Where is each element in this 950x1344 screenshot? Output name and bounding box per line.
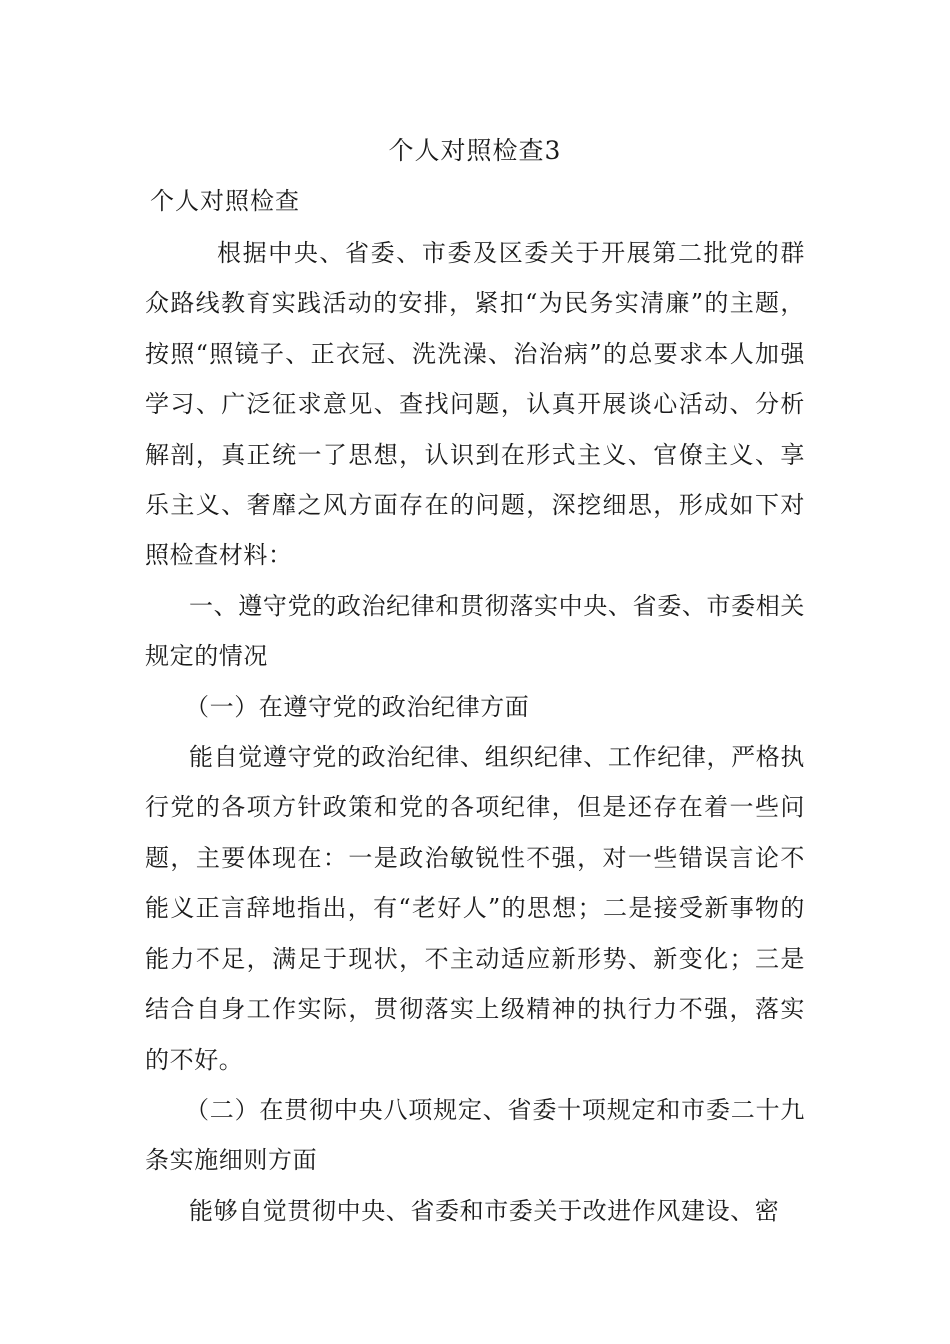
subsection-heading-2: （二）在贯彻中央八项规定、省委十项规定和市委二十九条实施细则方面: [145, 1095, 805, 1175]
paragraph-intro: 根据中央、省委、市委及区委关于开展第二批党的群众路线教育实践活动的安排，紧扣“为民务实清廉”的主题，按照“照镜子、正衣冠、洗洗澡、治治病”的总要求本人加强学习、广泛征求意见、查找问题，认真开展谈心活动、分析解剖，真正统一了思想，认识到在形式主义、官僚主义、享乐主义、奢靡之风方面存在的问题，深挖细思，形成如下对照检查材料：: [145, 239, 805, 570]
document-title: 个人对照检查3: [388, 136, 562, 165]
document-subtitle: 个人对照检查: [150, 187, 300, 215]
paragraph-political-discipline: 能自觉遵守党的政治纪律、组织纪律、工作纪律，严格执行党的各项方针政策和党的各项纪律，但是还存在着一些问题，主要体现在：一是政治敏锐性不强，对一些错误言论不能义正言辞地指出，有“老好人”的思想；二是接受新事物的能力不足，满足于现状，不主动适应新形势、新变化；三是结合自身工作实际，贯彻落实上级精神的执行力不强，落实的不好。: [145, 743, 805, 1074]
paragraph-implementation: 能够自觉贯彻中央、省委和市委关于改进作风建设、密: [189, 1196, 780, 1225]
section-heading-1: 一、遵守党的政治纪律和贯彻落实中央、省委、市委相关规定的情况: [145, 591, 805, 671]
subsection-heading-1: （一）在遵守党的政治纪律方面: [185, 692, 530, 721]
document-body: [145, 228, 805, 1236]
